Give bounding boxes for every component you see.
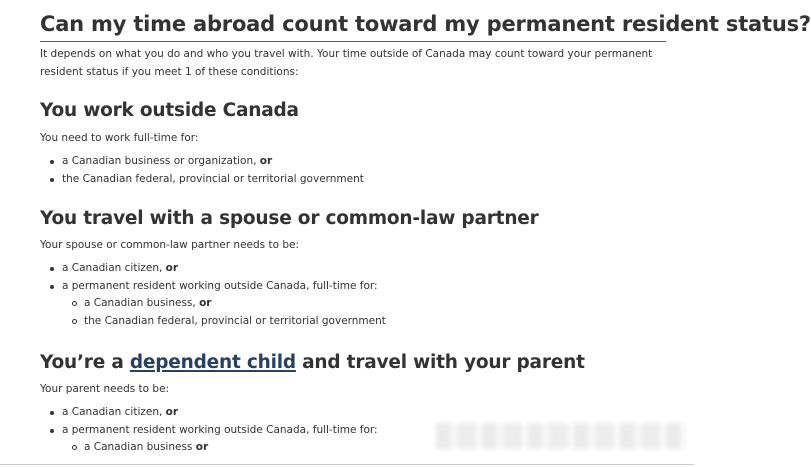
section-lead: You need to work full-time for: bbox=[40, 132, 199, 144]
section-work-outside bbox=[40, 129, 364, 188]
list-item bbox=[40, 171, 364, 189]
hollow-bullet-icon bbox=[72, 319, 77, 324]
bullet-icon bbox=[50, 285, 54, 289]
condition-list bbox=[40, 404, 378, 457]
sub-list-item bbox=[40, 439, 378, 457]
list-item bbox=[40, 404, 378, 422]
condition-list bbox=[40, 260, 386, 331]
sub-list-item bbox=[40, 295, 386, 313]
bullet-icon bbox=[50, 160, 54, 164]
bullet-icon bbox=[50, 429, 54, 433]
bullet-icon bbox=[50, 411, 54, 415]
list-item-text: a permanent resident working outside Canada, full-time for: bbox=[62, 423, 378, 436]
blurred-watermark bbox=[436, 423, 686, 449]
bullet-icon bbox=[50, 267, 54, 271]
list-item-text: the Canadian federal, provincial or territorial government bbox=[62, 172, 364, 185]
section-dependent-child bbox=[40, 380, 378, 457]
list-item-bold: or bbox=[199, 297, 212, 310]
bullet-icon bbox=[50, 178, 54, 182]
list-item-text: a Canadian business bbox=[84, 441, 196, 454]
section-heading-spouse: You travel with a spouse or common-law partner bbox=[40, 208, 539, 229]
bottom-divider bbox=[0, 464, 694, 465]
condition-list bbox=[40, 153, 364, 188]
list-item-bold: or bbox=[165, 406, 179, 418]
hollow-bullet-icon bbox=[72, 301, 77, 306]
dependent-child-link[interactable]: dependent child bbox=[129, 352, 296, 373]
list-item-text: the Canadian federal, provincial or territorial government bbox=[84, 315, 386, 328]
page-title: Can my time abroad count toward my permanent resident status? bbox=[40, 12, 811, 36]
sub-list-item bbox=[40, 313, 386, 331]
heading-text: You’re a bbox=[40, 352, 130, 373]
intro-line-1: It depends on what you do and who you travel with. Your time outside of Canada may count toward your permanent bbox=[40, 48, 653, 60]
list-item-bold: or bbox=[165, 262, 179, 274]
section-heading-dependent-child bbox=[40, 352, 585, 373]
intro-paragraph bbox=[40, 45, 652, 81]
list-item-text: a Canadian citizen, bbox=[62, 406, 166, 418]
list-item-text: a Canadian citizen, bbox=[62, 262, 166, 274]
list-item bbox=[40, 153, 364, 171]
intro-line-2: resident status if you meet 1 of these conditions: bbox=[40, 66, 299, 78]
list-item-text: a permanent resident working outside Canada, full-time for: bbox=[62, 279, 378, 292]
list-item-text: a Canadian business or organization, bbox=[62, 155, 260, 167]
list-item bbox=[40, 260, 386, 278]
title-divider bbox=[40, 41, 666, 42]
section-heading-work-outside: You work outside Canada bbox=[40, 100, 299, 121]
heading-text: and travel with your parent bbox=[295, 352, 585, 373]
list-item bbox=[40, 422, 378, 440]
list-item-bold: or bbox=[259, 155, 273, 167]
hollow-bullet-icon bbox=[72, 445, 77, 450]
section-lead: Your spouse or common-law partner needs to be: bbox=[40, 239, 300, 251]
list-item-text: a Canadian business, bbox=[84, 297, 200, 310]
list-item-bold: or bbox=[195, 441, 209, 454]
section-lead: Your parent needs to be: bbox=[40, 383, 170, 395]
list-item bbox=[40, 278, 386, 296]
section-spouse bbox=[40, 236, 386, 331]
